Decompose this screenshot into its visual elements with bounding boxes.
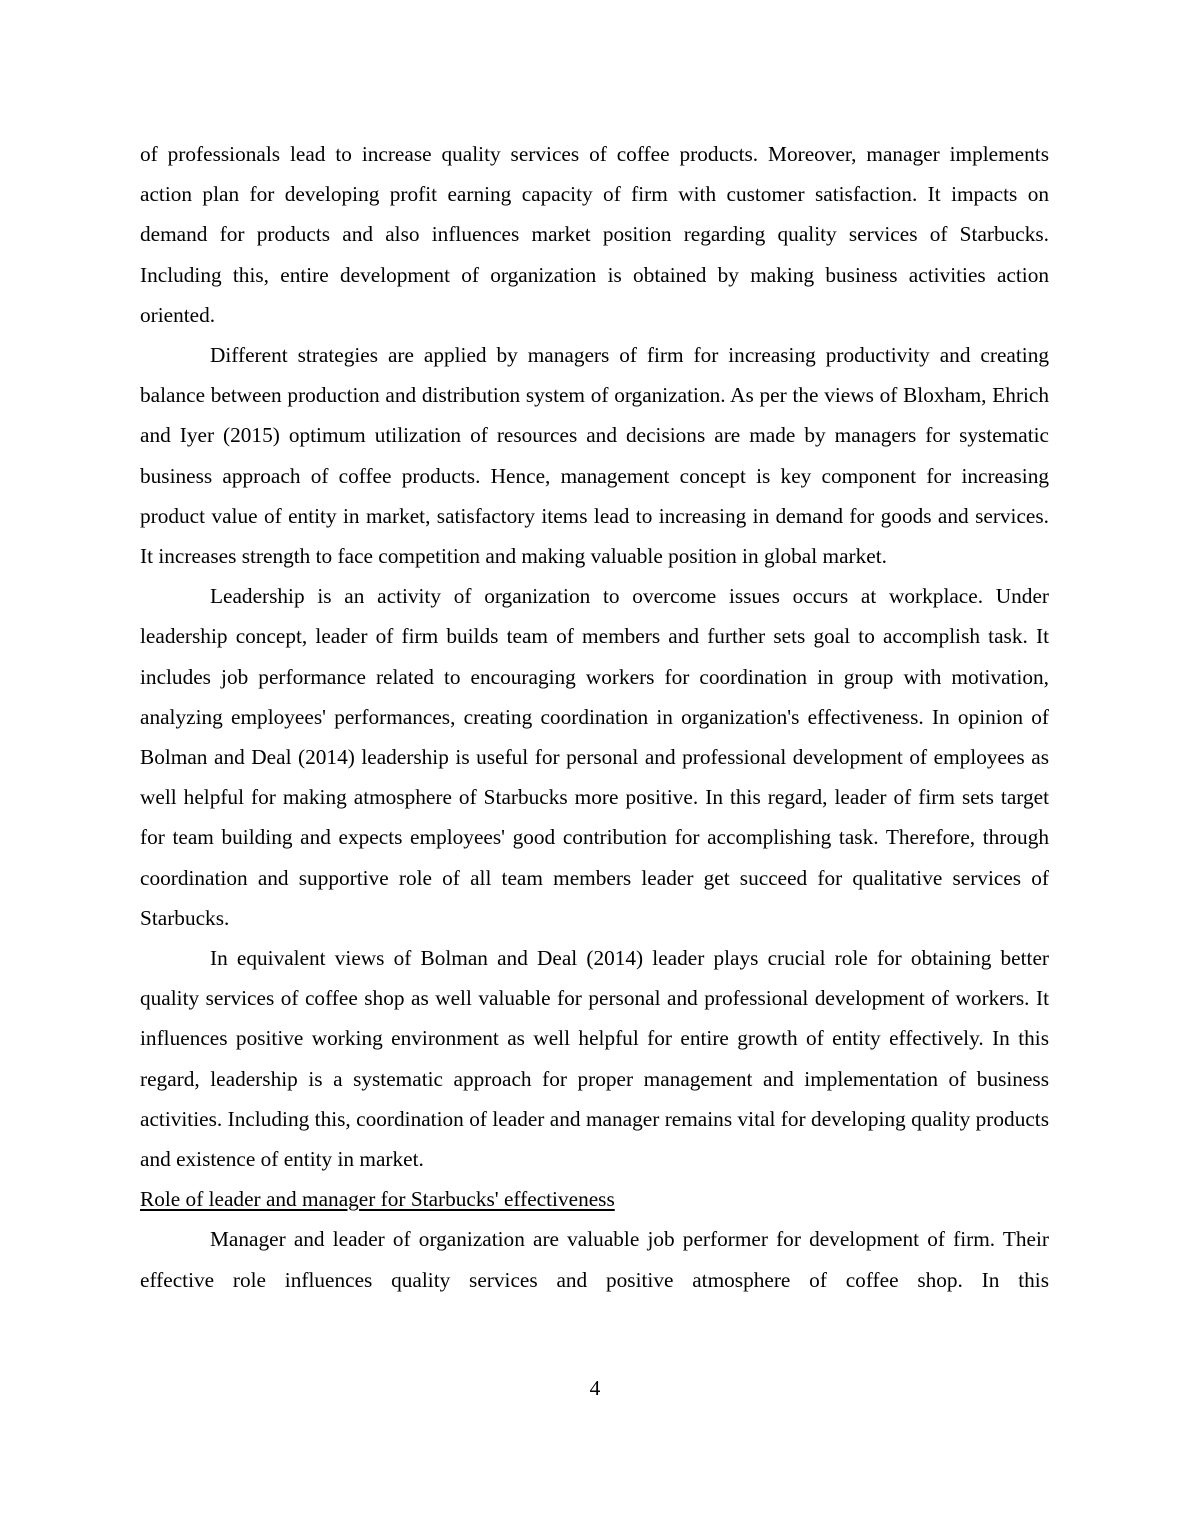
document-body: [140, 134, 1049, 1300]
page-number: 4: [589, 1376, 601, 1400]
paragraph-continuation: of professionals lead to increase quality services of coffee products. Moreover, manager implements action plan for developing profit earning capacity of firm with customer satisfaction. It impacts on demand for products and also influences market position regarding quality services of Starbucks. Including this, entire development of organization is obtained by making business activities action oriented.: [140, 142, 1049, 327]
section-heading: Role of leader and manager for Starbucks' effectiveness: [140, 1187, 615, 1212]
paragraph-leadership-concept: Leadership is an activity of organization to overcome issues occurs at workplace. Under leadership concept, leader of firm builds team of members and further sets goal to accomplish task. It includes job performance related to encouraging workers for coordination in group with motivation, analyzing employees' performances, creating coordination in organization's effectiveness. In opinion of Bolman and Deal (2014) leadership is useful for personal and professional development of employees as well helpful for making atmosphere of Starbucks more positive. In this regard, leader of firm sets target for team building and expects employees' good contribution for accomplishing task. Therefore, through coordination and supportive role of all team members leader get succeed for qualitative services of Starbucks.: [140, 584, 1049, 930]
paragraph-leader-role-views: In equivalent views of Bolman and Deal (2014) leader plays crucial role for obtaining better quality services of coffee shop as well valuable for personal and professional development of workers. It influences positive working environment as well helpful for entire growth of entity effectively. In this regard, leadership is a systematic approach for proper management and implementation of business activities. Including this, coordination of leader and manager remains vital for developing quality products and existence of entity in market.: [140, 946, 1049, 1172]
paragraph-management-strategies: Different strategies are applied by managers of firm for increasing productivity and creating balance between production and distribution system of organization. As per the views of Bloxham, Ehrich and Iyer (2015) optimum utilization of resources and decisions are made by managers for systematic business approach of coffee products. Hence, management concept is key component for increasing product value of entity in market, satisfactory items lead to increasing in demand for goods and services. It increases strength to face competition and making valuable position in global market.: [140, 343, 1049, 569]
paragraph-section-intro: Manager and leader of organization are valuable job performer for development of firm. Their effective role influences quality services and positive atmosphere of coffee shop. In this: [140, 1227, 1049, 1292]
